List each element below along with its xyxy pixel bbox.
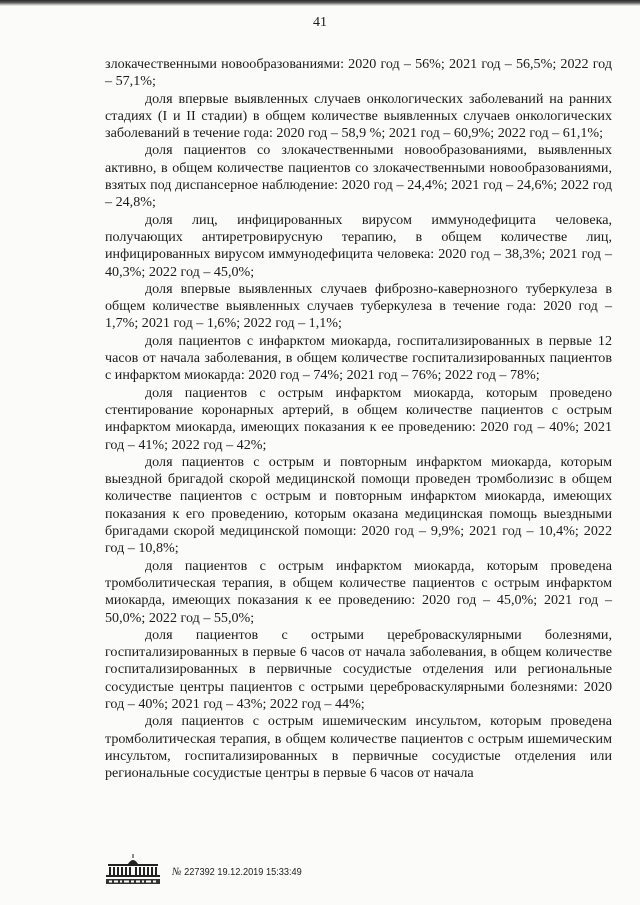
body-paragraph: доля впервые выявленных случаев фиброзно-кавернозного туберкулеза в общем количестве выявленных случаев туберкулеза в течение года: 2020 год – 1,7%; 2021 год – 1,6%; 2022 год – 1,1%;	[105, 280, 612, 332]
body-paragraph: доля пациентов с острым инфарктом миокарда, которым проведена тромболитическая терапия, в общем количестве пациентов с острым инфарктом миокарда, имеющих показания к ее проведению: 2020 год – 45,0%; 2021 год – 50,0%; 2022 год – 55,0%;	[105, 557, 612, 626]
page-number: 41	[313, 15, 327, 30]
scan-top-edge	[0, 0, 640, 6]
body-paragraph: доля пациентов с острыми цереброваскулярными болезнями, госпитализированных в первые 6 часов от начала заболевания, в общем количестве госпитализированных в первичные сосудистые отделения или региональные сосудистые центры пациентов с острыми цереброваскулярными болезнями: 2020 год – 40%; 2021 год – 43%; 2022 год – 44%;	[105, 626, 612, 712]
body-paragraph: доля пациентов с инфарктом миокарда, госпитализированных в первые 12 часов от начала заболевания, в общем количестве госпитализированных пациентов с инфарктом миокарда: 2020 год – 74%; 2021 год – 76%; 2022 год – 78%;	[105, 332, 612, 384]
body-paragraph: доля пациентов со злокачественными новообразованиями, выявленных активно, в общем количестве пациентов со злокачественными новообразованиями, взятых под диспансерное наблюдение: 2020 год – 24,4%; 2021 год – 24,6%; 2022 год – 24,8%;	[105, 142, 612, 211]
document-timestamp: 19.12.2019 15:33:49	[217, 867, 302, 878]
body-paragraph: доля лиц, инфицированных вирусом иммунодефицита человека, получающих антиретровирусную терапию, в общем количестве лиц, инфицированных вирусом иммунодефицита человека: 2020 год – 38,3%; 2021 год – 40,3%; 2022 год – 45,0%;	[105, 211, 612, 280]
document-id: 227392	[184, 867, 215, 878]
body-paragraph: доля пациентов с острым ишемическим инсультом, которым проведена тромболитическая терапия, в общем количестве пациентов с острым ишемическим инсультом, госпитализированных в первичные сосудистые отделения или региональные сосудистые центры в первые 6 часов от начала	[105, 713, 612, 782]
number-sign: №	[172, 866, 182, 878]
body-paragraph: злокачественными новообразованиями: 2020 год – 56%; 2021 год – 56,5%; 2022 год – 57,1%;	[105, 56, 612, 90]
body-paragraph: доля впервые выявленных случаев онкологических заболеваний на ранних стадиях (I и II стадии) в общем количестве выявленных случаев онкологических заболеваний в течение года: 2020 год – 58,9 %; 2021 год – 60,9%; 2022 год – 61,1%;	[105, 90, 612, 142]
body-paragraph: доля пациентов с острым и повторным инфарктом миокарда, которым выездной бригадой скорой медицинской помощи проведен тромболизис в общем количестве пациентов с острым и повторным инфарктом миокарда, имеющих показания к его проведению, которым оказана медицинская помощь выездными бригадами скорой медицинской помощи: 2020 год – 9,9%; 2021 год – 10,4%; 2022 год – 10,8%;	[105, 453, 612, 557]
document-registration-stamp	[172, 866, 302, 878]
document-body	[105, 56, 612, 782]
body-paragraph: доля пациентов с острым инфарктом миокарда, которым проведено стентирование коронарных артерий, в общем количестве пациентов с острым инфарктом миокарда, имеющих показания к ее проведению: 2020 год – 40%; 2021 год – 41%; 2022 год – 42%;	[105, 384, 612, 453]
government-building-logo-icon	[104, 852, 162, 888]
